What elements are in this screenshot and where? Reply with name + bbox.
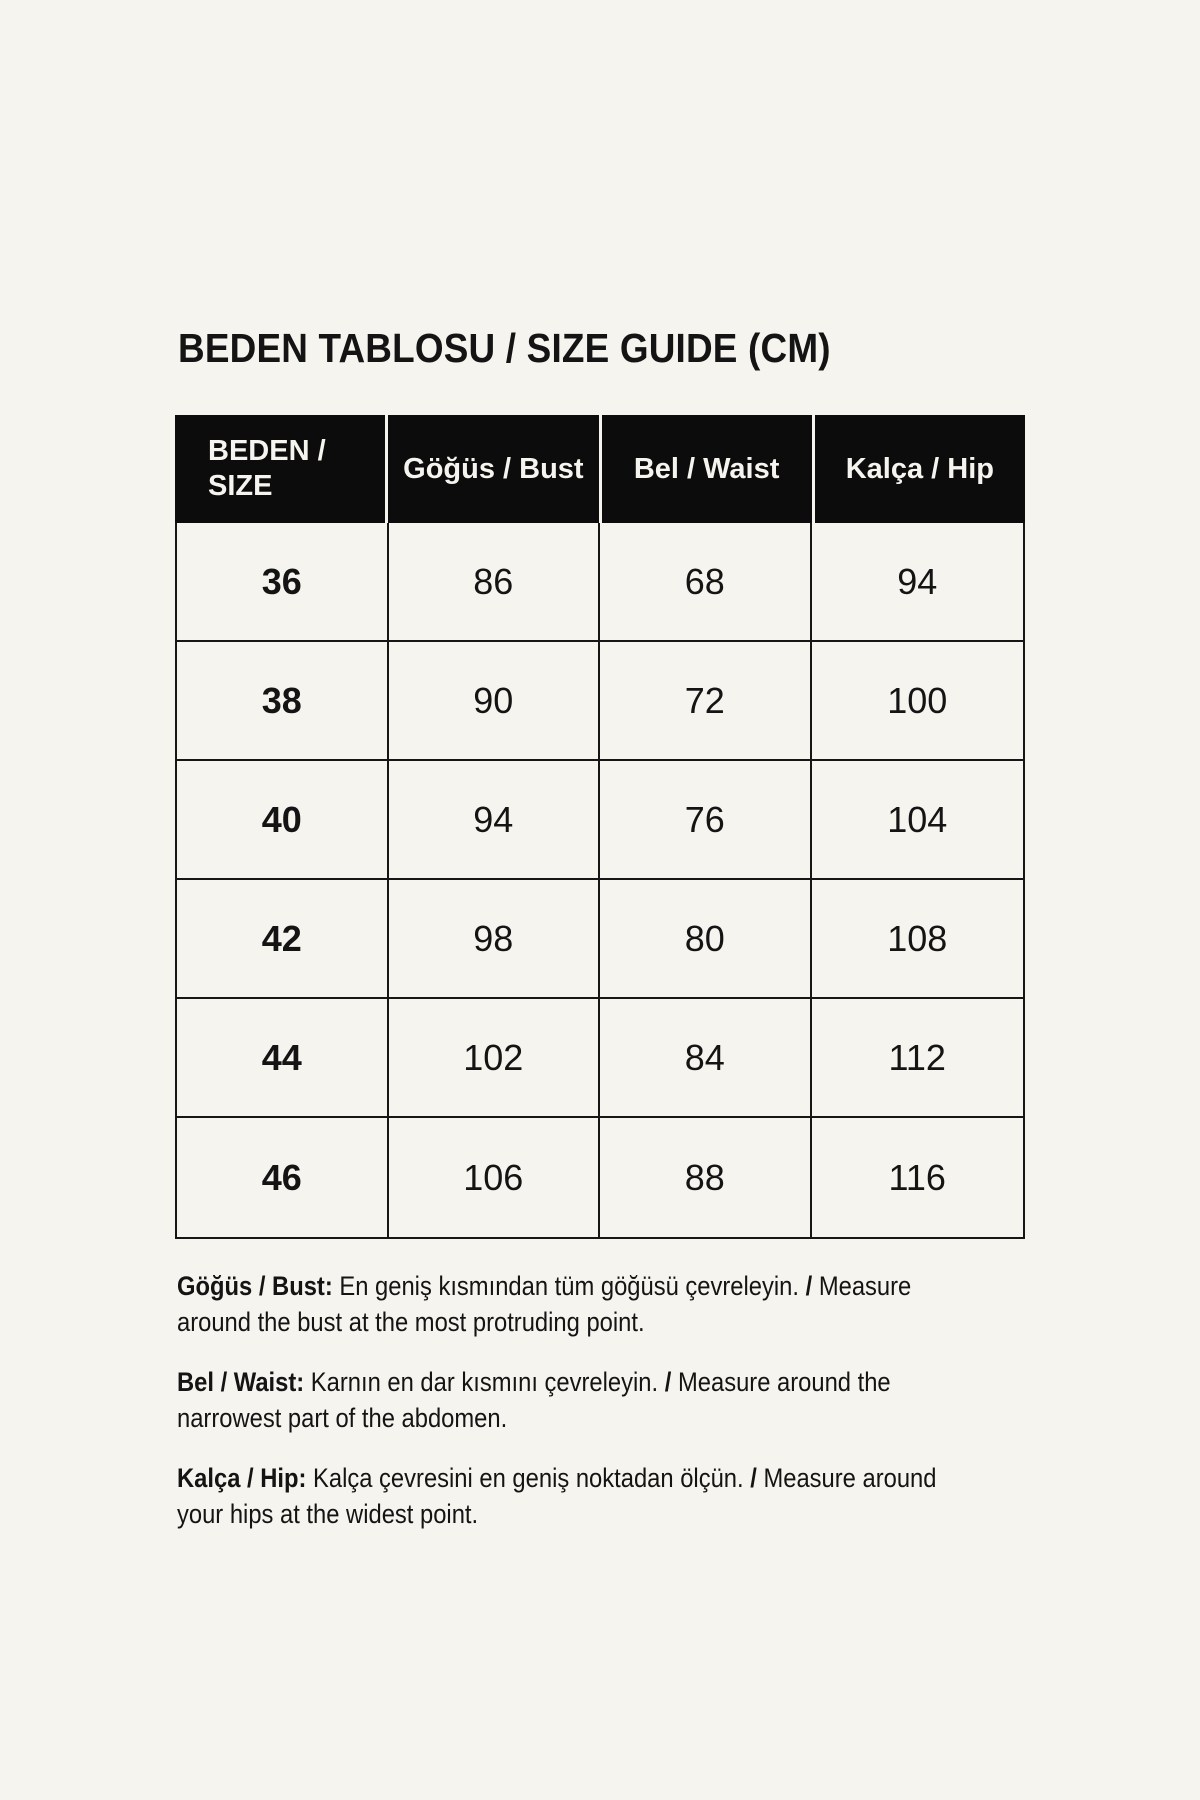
bust-value: 102 (389, 999, 601, 1118)
header-cell-size (175, 415, 385, 523)
bust-value: 106 (389, 1118, 601, 1237)
header-label-hip: Kalça / Hip (845, 452, 995, 485)
size-value: 38 (177, 642, 389, 761)
note-waist-english-cont: narrowest part of the abdomen. (177, 1403, 508, 1433)
table-header-row (175, 415, 1025, 523)
bust-value: 98 (389, 880, 601, 999)
size-value: 42 (177, 880, 389, 999)
waist-value: 80 (600, 880, 812, 999)
note-bust-english: Measure (818, 1271, 912, 1301)
header-cell-waist (602, 415, 812, 523)
note-hip-turkish: Kalça çevresini en geniş noktadan ölçün. (313, 1463, 744, 1493)
note-bust-turkish: En geniş kısmından tüm göğüsü çevreleyin. (339, 1271, 799, 1301)
note-hip-english: Measure around (763, 1463, 937, 1493)
note-waist-label: Bel / Waist: (177, 1367, 305, 1397)
bust-value: 90 (389, 642, 601, 761)
size-value: 40 (177, 761, 389, 880)
hip-value: 116 (812, 1118, 1024, 1237)
note-waist-separator: / (664, 1367, 672, 1397)
hip-value: 94 (812, 523, 1024, 642)
note-bust (177, 1268, 1057, 1340)
page-title-text: BEDEN TABLOSU / SIZE GUIDE (CM) (178, 325, 831, 371)
note-bust-separator: / (805, 1271, 813, 1301)
note-waist-turkish: Karnın en dar kısmını çevreleyin. (310, 1367, 659, 1397)
note-waist (177, 1364, 1057, 1436)
note-bust-label: Göğüs / Bust: (177, 1271, 333, 1301)
size-value: 36 (177, 523, 389, 642)
size-table (175, 415, 1025, 1239)
header-label-size: BEDEN / SIZE (208, 435, 326, 502)
waist-value: 72 (600, 642, 812, 761)
header-label-bust: Göğüs / Bust (403, 452, 584, 485)
hip-value: 112 (812, 999, 1024, 1118)
note-hip-english-cont: your hips at the widest point. (177, 1499, 479, 1529)
waist-value: 68 (600, 523, 812, 642)
note-hip-label: Kalça / Hip: (177, 1463, 307, 1493)
note-waist-english: Measure around the (677, 1367, 891, 1397)
page-title (178, 325, 903, 371)
waist-value: 88 (600, 1118, 812, 1237)
table-body (175, 523, 1025, 1239)
measurement-notes (177, 1268, 1177, 1556)
bust-value: 94 (389, 761, 601, 880)
size-value: 46 (177, 1118, 389, 1237)
note-hip-separator: / (750, 1463, 757, 1493)
size-value: 44 (177, 999, 389, 1118)
hip-value: 108 (812, 880, 1024, 999)
hip-value: 100 (812, 642, 1024, 761)
note-hip (177, 1460, 1057, 1532)
bust-value: 86 (389, 523, 601, 642)
waist-value: 84 (600, 999, 812, 1118)
hip-value: 104 (812, 761, 1024, 880)
header-cell-hip (815, 415, 1025, 523)
header-label-waist: Bel / Waist (633, 452, 780, 485)
waist-value: 76 (600, 761, 812, 880)
note-bust-english-cont: around the bust at the most protruding point. (177, 1307, 645, 1337)
header-cell-bust (388, 415, 598, 523)
